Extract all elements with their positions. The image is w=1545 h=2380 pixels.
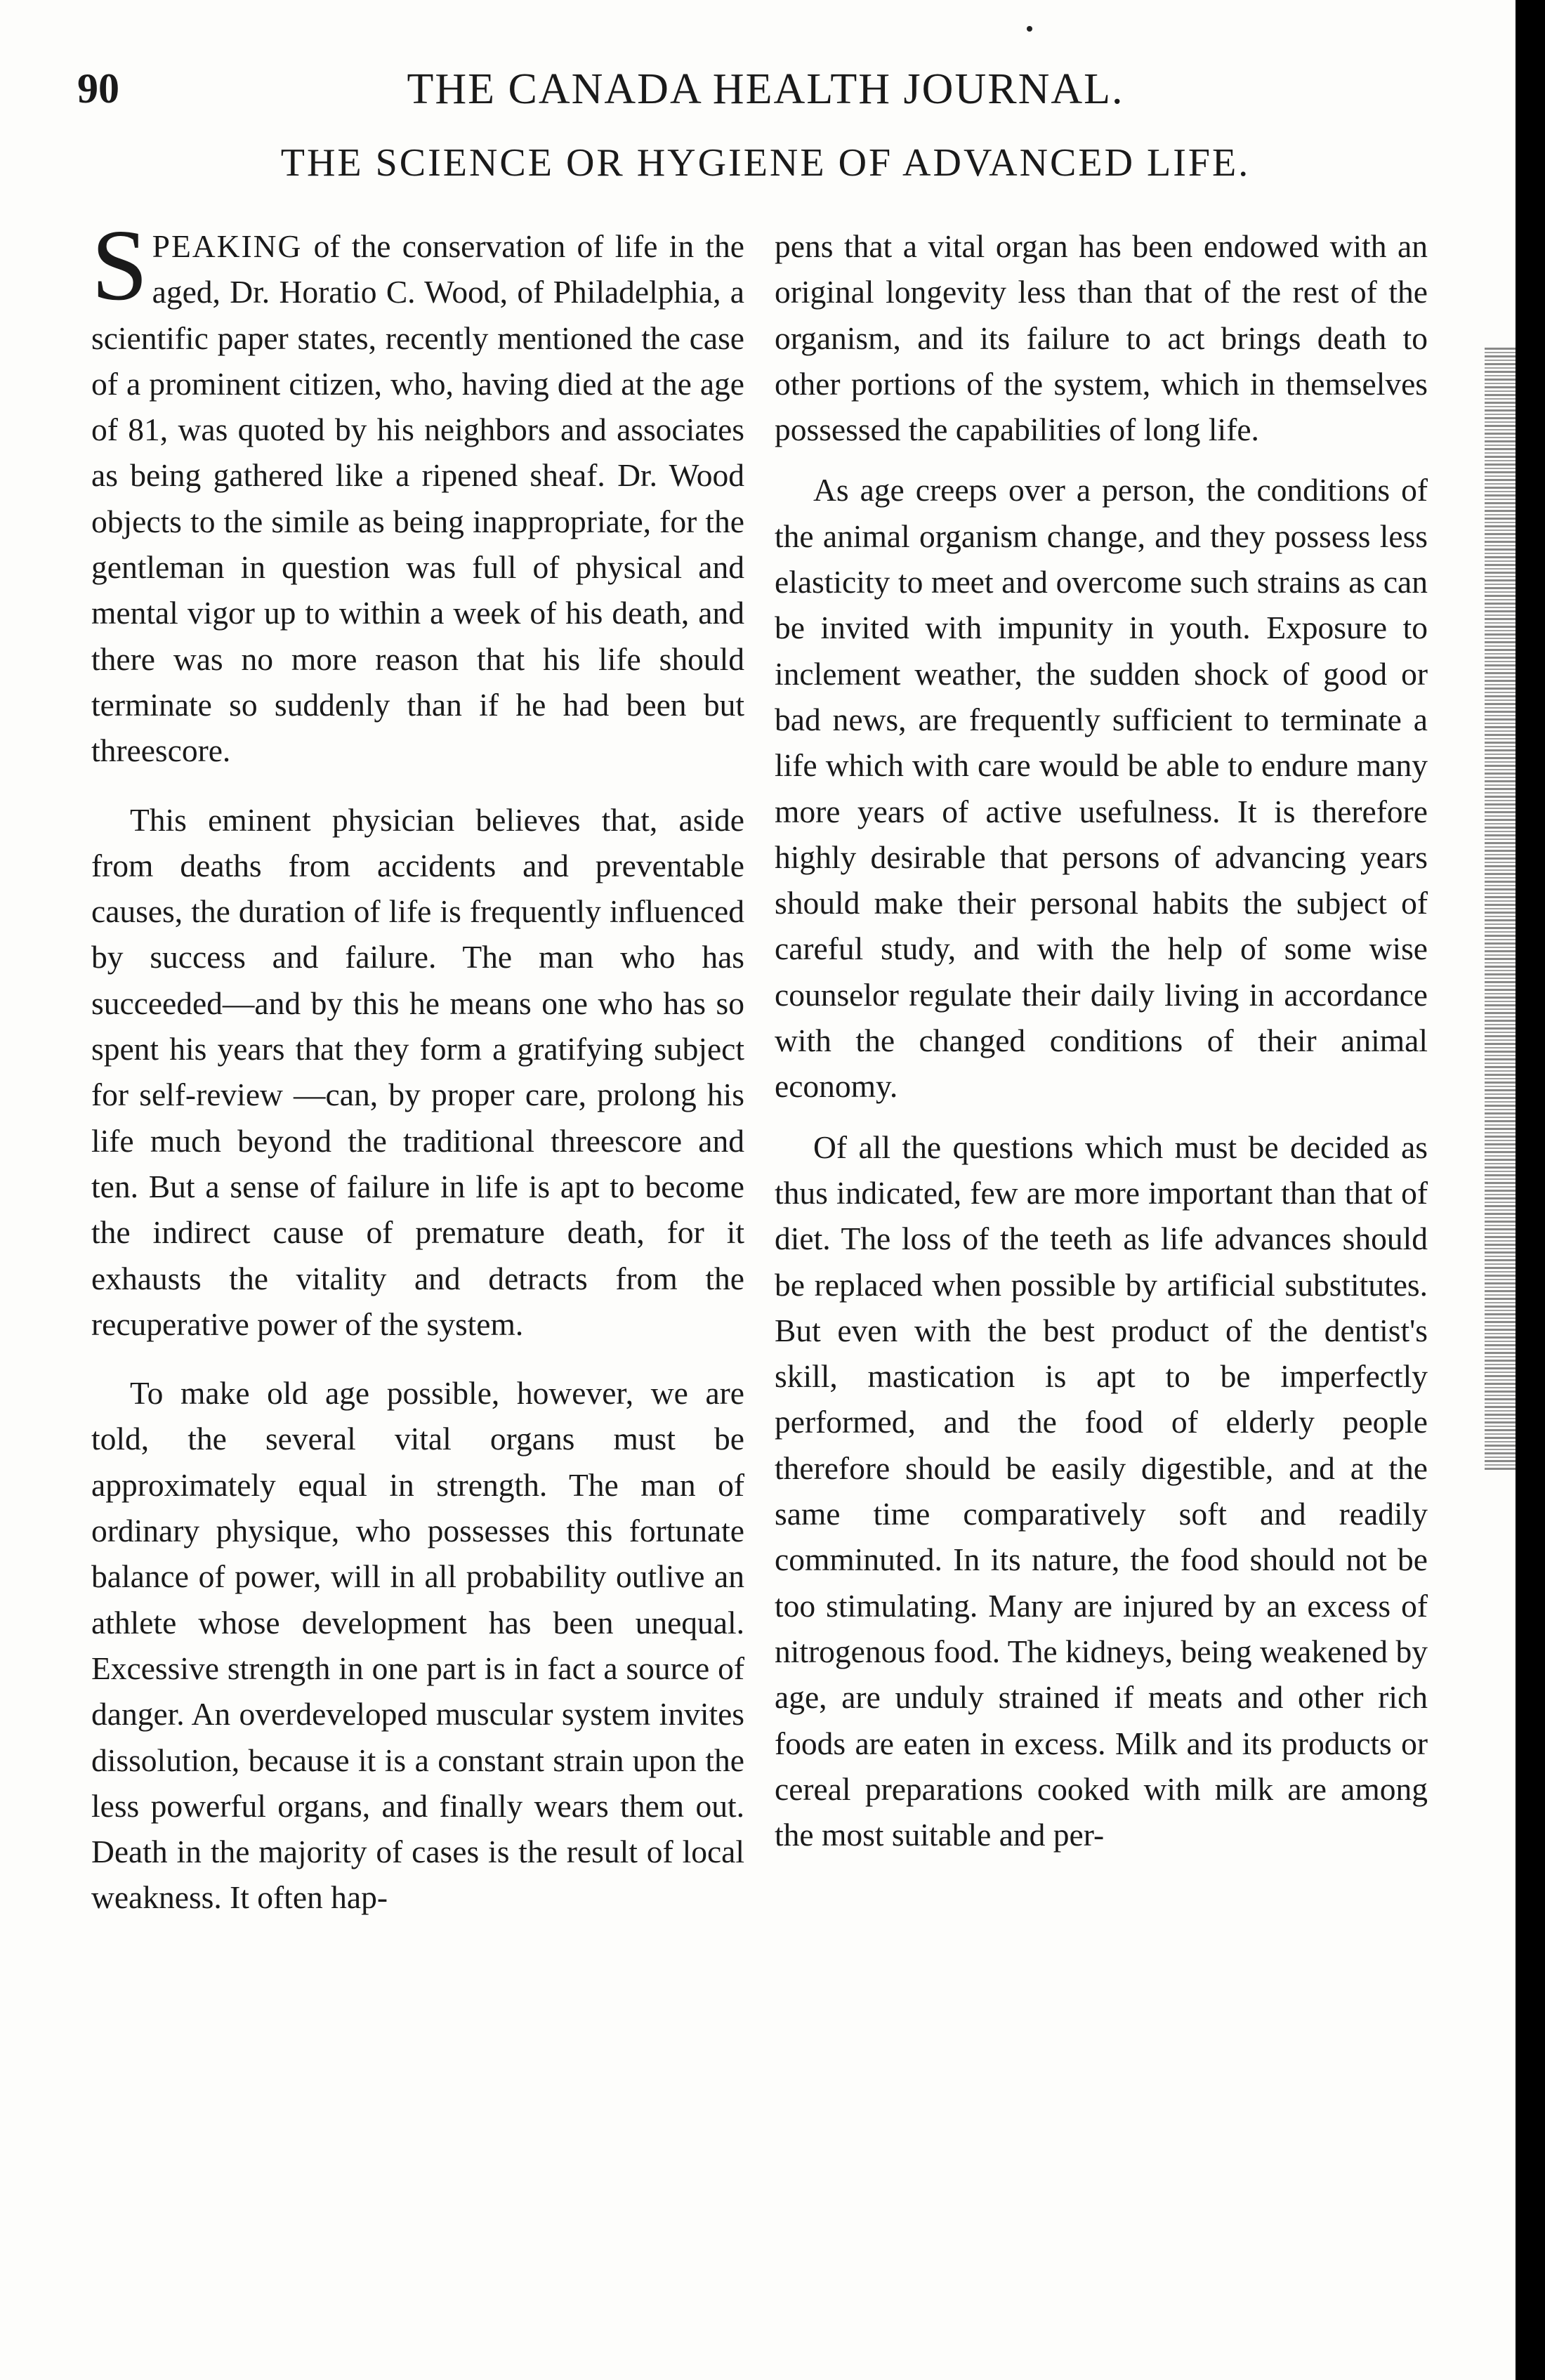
paragraph-1: [91, 209, 744, 774]
paragraph-1-text: of the conservation of life in the aged, Dr. Horatio C. Wood, of Philadelphia, a scientific paper states, recently mentioned the case of a prominent citizen, who, having died at the age of 81, was quoted by his neighbors and associates as being gathered like a ripened sheaf. Dr. Wood objects to the simile as being inappropriate, for the gentleman in question was full of physical and mental vigor up to within a week of his death, and there was no more reason that his life should terminate so suddenly than if he had been but threescore.: [91, 228, 744, 769]
paragraph-6: Of all the questions which must be decided as thus indicated, few are more important than that of diet. The loss of the teeth as life advances should be replaced when possible by artificial substitutes. But even with the best product of the dentist's skill, mastication is apt to be imperfectly performed, and the food of elderly people therefore should be easily digestible, and at the same time comparatively soft and readily comminuted. In its nature, the food should not be too stimulating. Many are injured by an excess of nitrogenous food. The kidneys, being weakened by age, are unduly strained if meats and other rich foods are eaten in excess. Milk and its products or cereal preparations cooked with milk are among the most suitable and per-: [775, 1129, 1428, 1853]
page-binding-edge: [1516, 0, 1545, 2380]
paragraph-4: pens that a vital organ has been endowed with an original longevity less than that of the rest of the organism, and its failure to act brings death to other portions of the system, which in themselves possessed the capabilities of long life.: [775, 228, 1428, 448]
right-column: [775, 223, 1428, 1858]
ink-speck: [1027, 26, 1032, 32]
lead-caps: PEAKING: [152, 228, 303, 264]
journal-title: THE CANADA HEALTH JOURNAL.: [407, 65, 1124, 113]
running-head: [77, 65, 1454, 135]
drop-cap: S: [91, 209, 148, 322]
paragraph-2: This eminent physician believes that, aside from deaths from accidents and preventable causes, the duration of life is frequently influenced by success and failure. The man who has succeeded—and by this he means one who has so spent his years that they form a gratifying subject for self-review —can, by proper care, prolong his life much beyond the traditional threescore and ten. But a sense of failure in life is apt to become the indirect cause of premature death, for it exhausts the vitality and detracts from the recuperative power of the system.: [91, 801, 744, 1342]
left-column: [91, 209, 744, 1921]
page-number: 90: [77, 65, 119, 112]
paragraph-3: To make old age possible, however, we are told, the several vital organs must be approximately equal in strength. The man of ordinary physique, who possesses this fortunate balance of power, will in all probability outlive an athlete whose development has been unequal. Excessive strength in one part is in fact a source of danger. An overdeveloped muscular system invites dissolution, because it is a constant strain upon the less powerful organs, and finally wears them out. Death in the majority of cases is the result of local weakness. It often hap-: [91, 1375, 744, 1916]
scan-edge-artifact: [1485, 348, 1516, 1471]
article-title: THE SCIENCE OR HYGIENE OF ADVANCED LIFE.: [280, 141, 1251, 185]
paragraph-5: As age creeps over a person, the conditions of the animal organism change, and they possess less elasticity to meet and overcome such strains as can be invited with impunity in youth. Exposure to inclement weather, the sudden shock of good or bad news, are frequently sufficient to terminate a life which with care would be able to endure many more years of active usefulness. It is therefore highly desirable that persons of advancing years should make their personal habits the subject of careful study, and with the help of some wise counselor regulate their daily living in accordance with the changed conditions of their animal economy.: [775, 472, 1428, 1105]
